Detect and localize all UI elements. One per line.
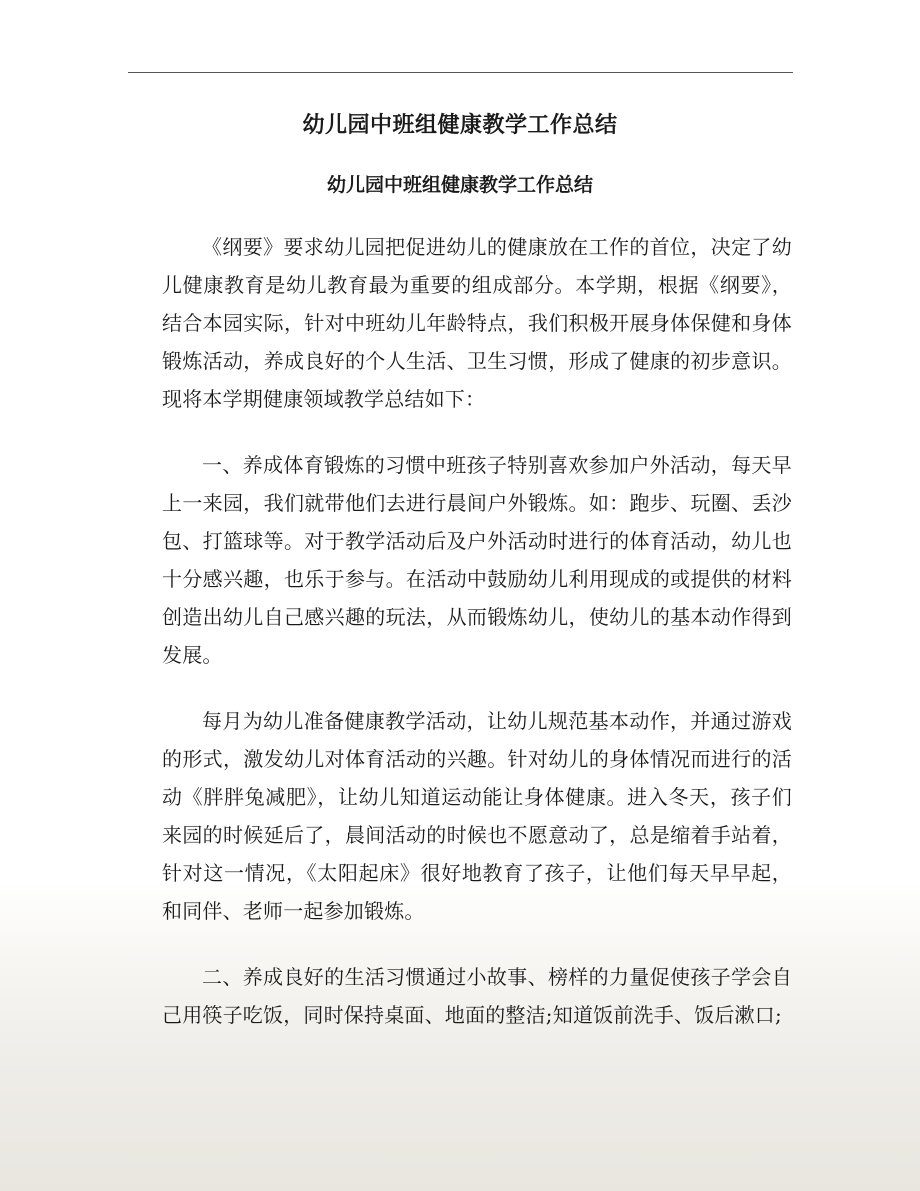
document-subtitle: 幼儿园中班组健康教学工作总结	[326, 174, 593, 196]
document-title: 幼儿园中班组健康教学工作总结	[302, 113, 618, 138]
header-rule	[128, 72, 793, 73]
paragraph-living-habits: 二、养成良好的生活习惯通过小故事、榜样的力量促使孩子学会自己用筷子吃饭，同时保持桌面、地面的整洁;知道饭前洗手、饭后漱口;	[162, 965, 792, 1027]
document-body	[162, 228, 792, 1062]
paragraph-exercise-habit: 一、养成体育锻炼的习惯中班孩子特别喜欢参加户外活动，每天早上一来园，我们就带他们去进行晨间户外锻炼。如：跑步、玩圈、丢沙包、打篮球等。对于教学活动后及户外活动时进行的体育活动，幼儿也十分感兴趣，也乐于参与。在活动中鼓励幼儿利用现成的或提供的材料创造出幼儿自己感兴趣的玩法，从而锻炼幼儿，使幼儿的基本动作得到发展。	[162, 453, 792, 667]
paragraph-monthly-activities: 每月为幼儿准备健康教学活动，让幼儿规范基本动作，并通过游戏的形式，激发幼儿对体育活动的兴趣。针对幼儿的身体情况而进行的活动《胖胖兔减肥》，让幼儿知道运动能让身体健康。进入冬天，孩子们来园的时候延后了，晨间活动的时候也不愿意动了，总是缩着手站着，针对这一情况，《太阳起床》很好地教育了孩子，让他们每天早早起，和同伴、老师一起参加锻炼。	[162, 709, 792, 923]
paragraph-intro: 《纲要》要求幼儿园把促进幼儿的健康放在工作的首位，决定了幼儿健康教育是幼儿教育最为重要的组成部分。本学期，根据《纲要》，结合本园实际，针对中班幼儿年龄特点，我们积极开展身体保健和身体锻炼活动，养成良好的个人生活、卫生习惯，形成了健康的初步意识。现将本学期健康领域教学总结如下：	[162, 235, 792, 411]
